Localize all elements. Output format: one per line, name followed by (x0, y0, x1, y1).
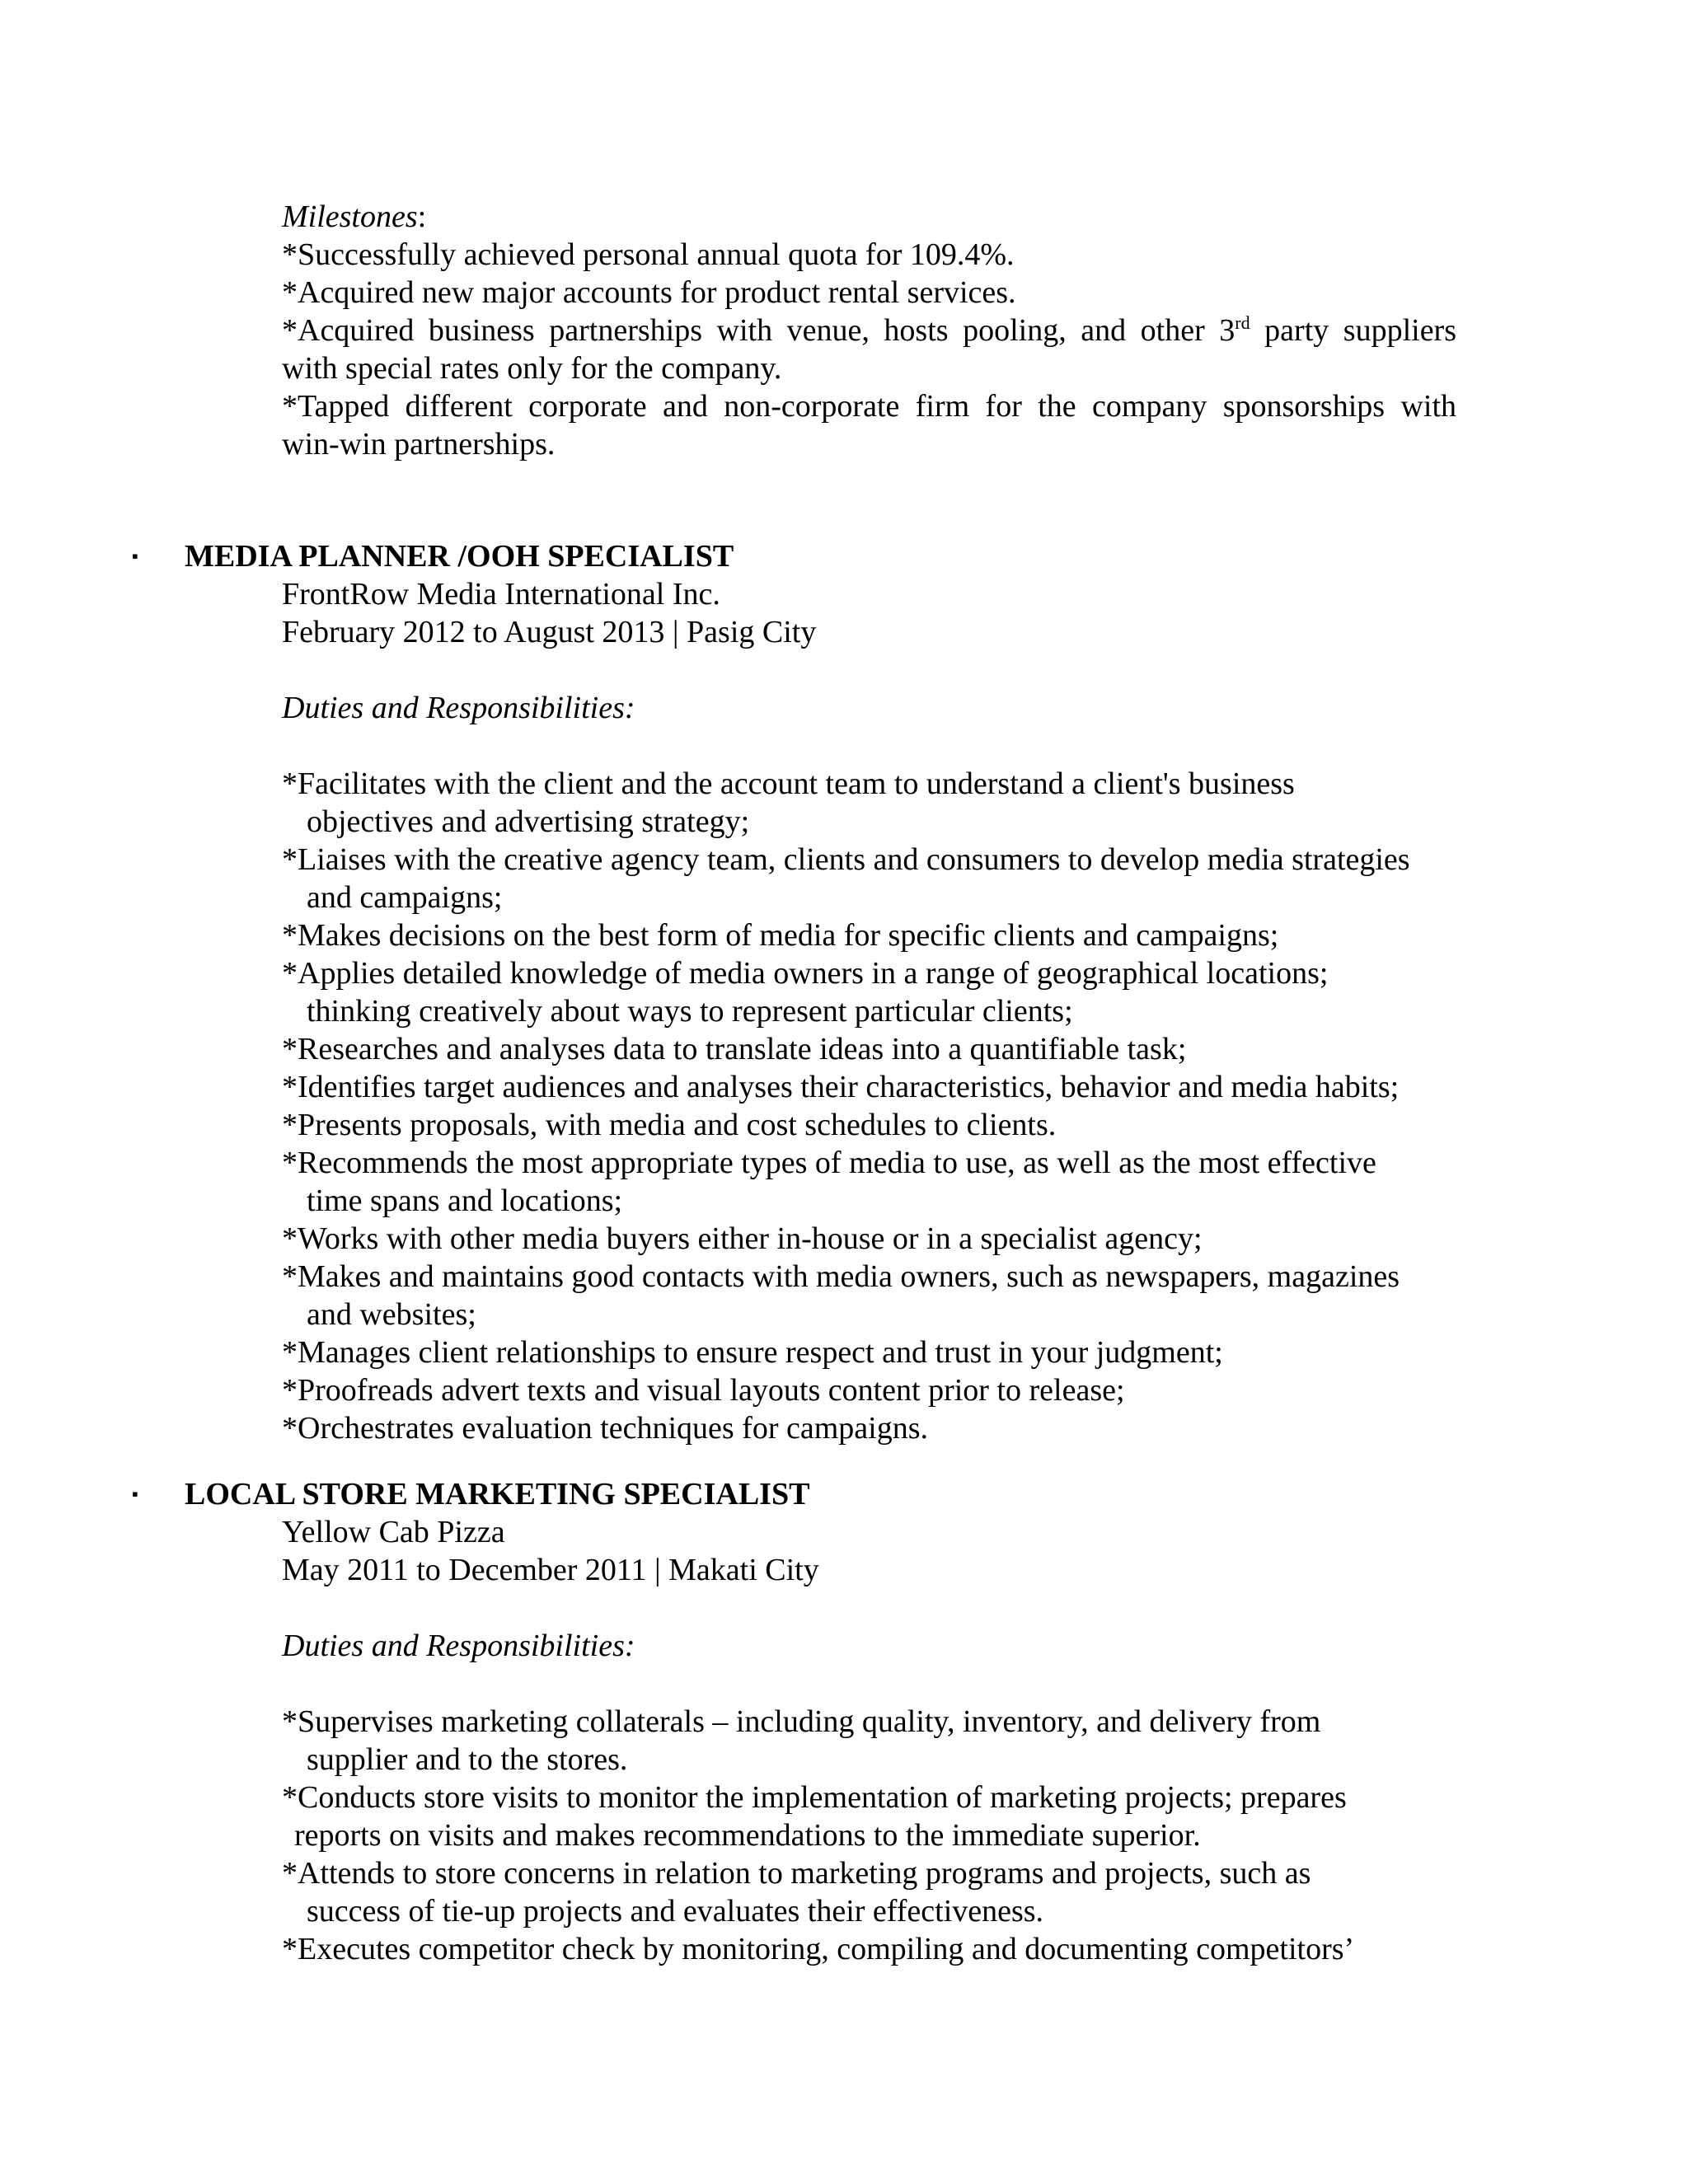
ordinal-suffix: rd (1235, 312, 1250, 333)
duty-item: *Executes competitor check by monitoring, compiling and documenting competitors’ (282, 1932, 1355, 1966)
bullet-icon: ▪ (132, 546, 138, 566)
milestone-item: *Acquired new major accounts for product rental services. (282, 275, 1016, 310)
spacer (282, 727, 1456, 765)
duty-item-continuation: and websites; (307, 1297, 476, 1332)
milestone-item-sponsorship: *Tapped different corporate and non-corporate firm for the company sponsorships with (282, 389, 1456, 424)
milestone-item-partnerships (282, 312, 1456, 349)
duty-item: *Identifies target audiences and analyses their characteristics, behavior and media habits; (282, 1070, 1400, 1104)
duty-item: *Recommends the most appropriate types of media to use, as well as the most effective (282, 1146, 1376, 1180)
duty-item-continuation: time spans and locations; (307, 1183, 623, 1218)
duty-item-continuation: reports on visits and makes recommendations to the immediate superior. (294, 1818, 1201, 1853)
duty-item: *Proofreads advert texts and visual layouts content prior to release; (282, 1373, 1125, 1408)
spacer (282, 1589, 1456, 1627)
duty-item: *Attends to store concerns in relation to marketing programs and projects, such as (282, 1856, 1311, 1891)
milestone-partnerships-text-end: party suppliers (1250, 313, 1457, 348)
milestones-heading-line (282, 198, 1456, 236)
duty-item: *Facilitates with the client and the account team to understand a client's business (282, 766, 1295, 801)
duties-heading: Duties and Responsibilities: (282, 691, 635, 725)
duty-item: *Makes decisions on the best form of media for specific clients and campaigns; (282, 918, 1279, 953)
duty-item: *Manages client relationships to ensure respect and trust in your judgment; (282, 1335, 1223, 1370)
bullet-icon: ▪ (132, 1483, 138, 1504)
employment-period: February 2012 to August 2013 | Pasig City (282, 615, 817, 649)
duty-item: *Supervises marketing collaterals – including quality, inventory, and delivery from (282, 1704, 1321, 1739)
company-name: FrontRow Media International Inc. (282, 577, 720, 612)
duty-item: *Makes and maintains good contacts with media owners, such as newspapers, magazines (282, 1259, 1400, 1294)
duty-item: *Applies detailed knowledge of media owners in a range of geographical locations; (282, 956, 1329, 991)
milestone-item-continuation: with special rates only for the company. (282, 351, 782, 386)
duty-item: *Researches and analyses data to translate ideas into a quantifiable task; (282, 1032, 1187, 1066)
milestone-item-continuation: win-win partnerships. (282, 427, 556, 462)
duty-item-continuation: supplier and to the stores. (307, 1742, 628, 1777)
duty-item-continuation: thinking creatively about ways to represent particular clients; (307, 994, 1073, 1029)
duty-item: *Conducts store visits to monitor the implementation of marketing projects; prepares (282, 1780, 1347, 1815)
duty-item: *Liaises with the creative agency team, clients and consumers to develop media strategies (282, 842, 1410, 877)
milestones-heading: Milestones (282, 199, 418, 234)
job-details (282, 1513, 1456, 1968)
duty-item-continuation: and campaigns; (307, 880, 503, 915)
duty-item: *Works with other media buyers either in-house or in a specialist agency; (282, 1221, 1203, 1256)
duty-item-continuation: success of tie-up projects and evaluates their effectiveness. (307, 1894, 1044, 1929)
spacer (282, 1665, 1456, 1703)
employment-period: May 2011 to December 2011 | Makati City (282, 1553, 819, 1587)
job-title: LOCAL STORE MARKETING SPECIALIST (185, 1477, 810, 1511)
milestones-heading-colon: : (417, 199, 427, 234)
duty-item: *Presents proposals, with media and cost schedules to clients. (282, 1108, 1057, 1142)
milestones-section (282, 198, 1456, 463)
duties-heading: Duties and Responsibilities: (282, 1629, 635, 1663)
spacer (282, 651, 1456, 689)
job-title: MEDIA PLANNER /OOH SPECIALIST (185, 539, 734, 574)
job-details (282, 575, 1456, 1447)
milestone-partnerships-text: *Acquired business partnerships with venue, hosts pooling, and other 3 (282, 313, 1236, 348)
duty-item-continuation: objectives and advertising strategy; (307, 804, 750, 839)
milestone-item: *Successfully achieved personal annual quota for 109.4%. (282, 237, 1015, 272)
company-name: Yellow Cab Pizza (282, 1515, 505, 1549)
duty-item: *Orchestrates evaluation techniques for campaigns. (282, 1411, 928, 1446)
